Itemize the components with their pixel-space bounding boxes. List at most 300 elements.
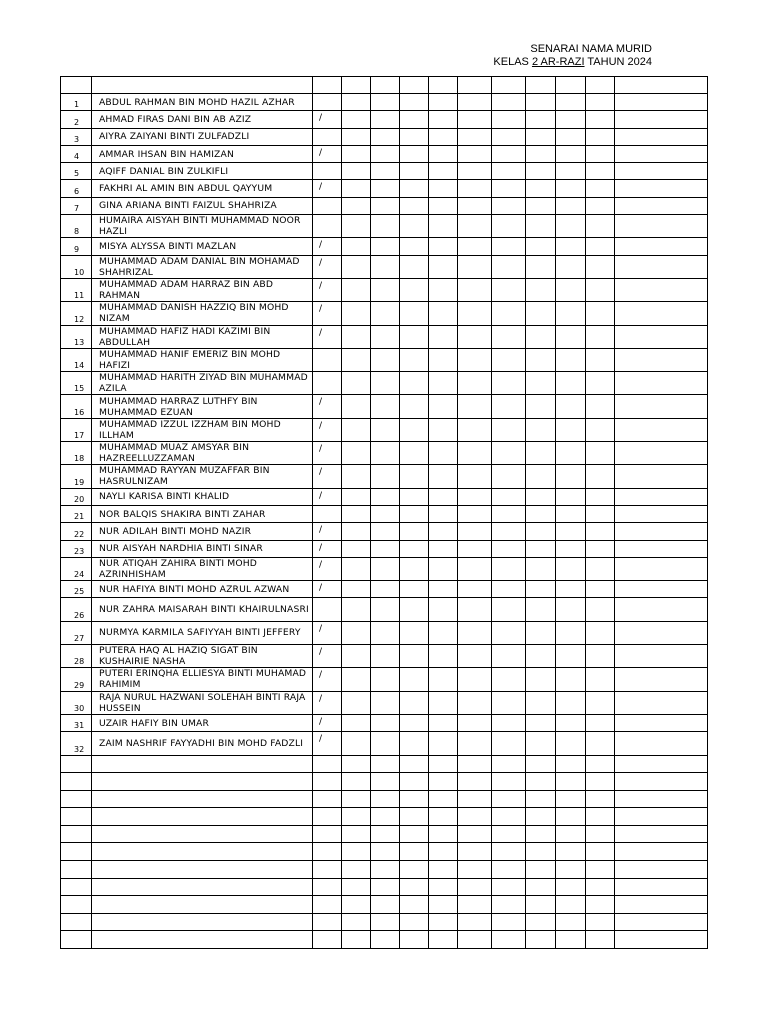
empty-cell <box>556 94 586 111</box>
student-name: NUR ZAHRA MAISARAH BINTI KHAIRULNASRI <box>92 598 313 621</box>
empty-cell <box>400 465 429 488</box>
empty-cell <box>342 621 371 644</box>
empty-cell <box>492 442 526 465</box>
empty-cell <box>458 790 492 808</box>
empty-cell <box>458 773 492 791</box>
empty-cell <box>429 111 458 128</box>
header-cell <box>458 77 492 94</box>
empty-cell <box>400 790 429 808</box>
empty-cell <box>458 94 492 111</box>
empty-cell <box>429 465 458 488</box>
empty-cell <box>526 621 556 644</box>
empty-cell <box>615 111 708 128</box>
empty-cell <box>61 931 92 949</box>
empty-cell <box>429 621 458 644</box>
empty-cell <box>492 621 526 644</box>
empty-cell <box>586 278 615 301</box>
table-row <box>61 418 708 441</box>
empty-cell <box>371 755 400 773</box>
row-number: 31 <box>61 714 92 731</box>
row-number: 26 <box>61 598 92 621</box>
empty-cell <box>400 348 429 371</box>
empty-cell <box>556 128 586 145</box>
empty-cell <box>586 645 615 668</box>
check-mark: / <box>313 691 342 714</box>
empty-cell <box>429 197 458 214</box>
check-mark: / <box>313 523 342 540</box>
empty-cell <box>556 145 586 162</box>
empty-cell <box>371 163 400 180</box>
empty-cell <box>492 128 526 145</box>
empty-cell <box>371 773 400 791</box>
empty-cell <box>458 732 492 755</box>
empty-cell <box>400 825 429 843</box>
check-mark <box>313 348 342 371</box>
empty-cell <box>586 773 615 791</box>
empty-cell <box>615 790 708 808</box>
empty-cell <box>458 931 492 949</box>
empty-cell <box>615 348 708 371</box>
row-number: 6 <box>61 180 92 197</box>
empty-cell <box>429 581 458 598</box>
empty-cell <box>492 691 526 714</box>
student-name: AHMAD FIRAS DANI BIN AB AZIZ <box>92 111 313 128</box>
empty-cell <box>586 325 615 348</box>
table-row <box>61 488 708 505</box>
empty-cell <box>492 180 526 197</box>
check-mark: / <box>313 395 342 418</box>
empty-cell <box>400 145 429 162</box>
empty-cell <box>586 255 615 278</box>
student-name: MUHAMMAD HANIF EMERIZ BIN MOHD HAFIZI <box>92 348 313 371</box>
empty-cell <box>556 197 586 214</box>
student-name: MISYA ALYSSA BINTI MAZLAN <box>92 238 313 255</box>
check-mark <box>313 372 342 395</box>
table-row <box>61 523 708 540</box>
empty-cell <box>556 825 586 843</box>
empty-cell <box>556 180 586 197</box>
empty-cell <box>458 163 492 180</box>
empty-cell <box>342 94 371 111</box>
empty-cell <box>586 442 615 465</box>
empty-cell <box>492 931 526 949</box>
empty-cell <box>429 523 458 540</box>
empty-cell <box>371 808 400 826</box>
empty-cell <box>342 581 371 598</box>
empty-cell <box>492 755 526 773</box>
empty-cell <box>313 861 342 879</box>
table-header-row <box>61 77 708 94</box>
empty-cell <box>371 128 400 145</box>
empty-cell <box>492 790 526 808</box>
empty-cell <box>458 755 492 773</box>
empty-cell <box>61 896 92 914</box>
empty-cell <box>400 325 429 348</box>
empty-cell <box>526 505 556 522</box>
empty-cell <box>615 878 708 896</box>
check-mark <box>313 598 342 621</box>
empty-cell <box>92 861 313 879</box>
header-cell <box>615 77 708 94</box>
empty-cell <box>458 861 492 879</box>
empty-cell <box>492 111 526 128</box>
empty-cell <box>615 581 708 598</box>
empty-cell <box>92 755 313 773</box>
table-row <box>61 645 708 668</box>
table-row <box>61 598 708 621</box>
empty-cell <box>400 668 429 691</box>
empty-cell <box>458 878 492 896</box>
empty-cell <box>342 790 371 808</box>
table-row <box>61 348 708 371</box>
empty-cell <box>61 861 92 879</box>
empty-cell <box>458 255 492 278</box>
empty-cell <box>371 843 400 861</box>
empty-cell <box>586 755 615 773</box>
empty-cell <box>458 691 492 714</box>
empty-cell <box>429 302 458 325</box>
student-name: NUR ATIQAH ZAHIRA BINTI MOHD AZRINHISHAM <box>92 557 313 580</box>
row-number: 9 <box>61 238 92 255</box>
empty-cell <box>429 325 458 348</box>
empty-cell <box>556 790 586 808</box>
table-row <box>61 668 708 691</box>
empty-cell <box>586 931 615 949</box>
empty-cell <box>526 145 556 162</box>
empty-cell <box>615 621 708 644</box>
empty-cell <box>526 418 556 441</box>
empty-cell <box>556 442 586 465</box>
empty-cell <box>61 843 92 861</box>
empty-cell <box>429 128 458 145</box>
empty-cell <box>556 488 586 505</box>
empty-cell <box>556 325 586 348</box>
empty-cell <box>458 145 492 162</box>
empty-cell <box>526 372 556 395</box>
empty-cell <box>556 913 586 931</box>
check-mark: / <box>313 325 342 348</box>
empty-cell <box>429 180 458 197</box>
student-name: NUR ADILAH BINTI MOHD NAZIR <box>92 523 313 540</box>
student-name: ABDUL RAHMAN BIN MOHD HAZIL AZHAR <box>92 94 313 111</box>
empty-cell <box>400 302 429 325</box>
empty-cell <box>615 442 708 465</box>
row-number: 15 <box>61 372 92 395</box>
empty-cell <box>458 325 492 348</box>
empty-cell <box>429 773 458 791</box>
blank-row <box>61 808 708 826</box>
empty-cell <box>556 691 586 714</box>
empty-cell <box>61 773 92 791</box>
empty-cell <box>429 163 458 180</box>
empty-cell <box>458 913 492 931</box>
check-mark: / <box>313 668 342 691</box>
empty-cell <box>615 255 708 278</box>
empty-cell <box>556 861 586 879</box>
student-name: HUMAIRA AISYAH BINTI MUHAMMAD NOOR HAZLI <box>92 215 313 238</box>
empty-cell <box>400 896 429 914</box>
empty-cell <box>371 180 400 197</box>
empty-cell <box>458 111 492 128</box>
empty-cell <box>342 348 371 371</box>
empty-cell <box>492 878 526 896</box>
empty-cell <box>615 540 708 557</box>
table-row <box>61 197 708 214</box>
row-number: 28 <box>61 645 92 668</box>
student-name: AQIFF DANIAL BIN ZULKIFLI <box>92 163 313 180</box>
year-text: TAHUN 2024 <box>587 56 652 68</box>
empty-cell <box>492 808 526 826</box>
empty-cell <box>526 302 556 325</box>
student-name: PUTERI ERINQHA ELLIESYA BINTI MUHAMAD RAHIMIM <box>92 668 313 691</box>
row-number: 11 <box>61 278 92 301</box>
empty-cell <box>342 255 371 278</box>
empty-cell <box>342 128 371 145</box>
empty-cell <box>400 94 429 111</box>
empty-cell <box>526 843 556 861</box>
empty-cell <box>342 238 371 255</box>
empty-cell <box>371 302 400 325</box>
empty-cell <box>615 325 708 348</box>
check-mark: / <box>313 111 342 128</box>
blank-row <box>61 773 708 791</box>
empty-cell <box>313 755 342 773</box>
empty-cell <box>492 523 526 540</box>
empty-cell <box>458 180 492 197</box>
empty-cell <box>458 668 492 691</box>
empty-cell <box>615 505 708 522</box>
student-name: NURMYA KARMILA SAFIYYAH BINTI JEFFERY <box>92 621 313 644</box>
check-mark <box>313 197 342 214</box>
empty-cell <box>556 878 586 896</box>
row-number: 12 <box>61 302 92 325</box>
empty-cell <box>400 197 429 214</box>
header-cell <box>492 77 526 94</box>
empty-cell <box>371 325 400 348</box>
empty-cell <box>371 348 400 371</box>
empty-cell <box>400 732 429 755</box>
empty-cell <box>458 128 492 145</box>
empty-cell <box>556 843 586 861</box>
empty-cell <box>429 215 458 238</box>
empty-cell <box>92 808 313 826</box>
empty-cell <box>492 714 526 731</box>
empty-cell <box>342 302 371 325</box>
empty-cell <box>342 645 371 668</box>
empty-cell <box>342 197 371 214</box>
empty-cell <box>371 215 400 238</box>
empty-cell <box>492 395 526 418</box>
empty-cell <box>458 581 492 598</box>
row-number: 4 <box>61 145 92 162</box>
empty-cell <box>586 111 615 128</box>
empty-cell <box>492 913 526 931</box>
student-name: MUHAMMAD DANISH HAZZIQ BIN MOHD NIZAM <box>92 302 313 325</box>
header-cell <box>526 77 556 94</box>
empty-cell <box>526 197 556 214</box>
empty-cell <box>313 931 342 949</box>
empty-cell <box>556 255 586 278</box>
empty-cell <box>429 540 458 557</box>
empty-cell <box>313 808 342 826</box>
empty-cell <box>492 843 526 861</box>
empty-cell <box>400 238 429 255</box>
empty-cell <box>458 714 492 731</box>
empty-cell <box>342 145 371 162</box>
empty-cell <box>492 598 526 621</box>
empty-cell <box>458 557 492 580</box>
empty-cell <box>492 418 526 441</box>
empty-cell <box>458 488 492 505</box>
empty-cell <box>92 913 313 931</box>
empty-cell <box>615 523 708 540</box>
empty-cell <box>342 931 371 949</box>
empty-cell <box>615 395 708 418</box>
row-number: 2 <box>61 111 92 128</box>
empty-cell <box>526 348 556 371</box>
table-row <box>61 442 708 465</box>
blank-row <box>61 878 708 896</box>
check-mark: / <box>313 488 342 505</box>
empty-cell <box>429 145 458 162</box>
table-row <box>61 215 708 238</box>
empty-cell <box>526 598 556 621</box>
empty-cell <box>615 372 708 395</box>
empty-cell <box>526 691 556 714</box>
check-mark: / <box>313 645 342 668</box>
empty-cell <box>492 197 526 214</box>
empty-cell <box>400 215 429 238</box>
empty-cell <box>615 861 708 879</box>
empty-cell <box>526 325 556 348</box>
check-mark: / <box>313 732 342 755</box>
row-number: 20 <box>61 488 92 505</box>
empty-cell <box>458 418 492 441</box>
empty-cell <box>400 843 429 861</box>
empty-cell <box>586 896 615 914</box>
empty-cell <box>371 931 400 949</box>
empty-cell <box>429 372 458 395</box>
table-row <box>61 691 708 714</box>
check-mark: / <box>313 714 342 731</box>
empty-cell <box>492 773 526 791</box>
empty-cell <box>492 325 526 348</box>
empty-cell <box>342 418 371 441</box>
blank-row <box>61 896 708 914</box>
student-name: NUR HAFIYA BINTI MOHD AZRUL AZWAN <box>92 581 313 598</box>
empty-cell <box>586 808 615 826</box>
empty-cell <box>61 808 92 826</box>
row-number: 18 <box>61 442 92 465</box>
check-mark <box>313 128 342 145</box>
empty-cell <box>429 395 458 418</box>
empty-cell <box>429 843 458 861</box>
empty-cell <box>92 773 313 791</box>
empty-cell <box>615 714 708 731</box>
empty-cell <box>586 94 615 111</box>
empty-cell <box>556 581 586 598</box>
empty-cell <box>342 372 371 395</box>
empty-cell <box>526 790 556 808</box>
header-cell <box>400 77 429 94</box>
empty-cell <box>615 302 708 325</box>
table-row <box>61 505 708 522</box>
empty-cell <box>342 896 371 914</box>
empty-cell <box>492 645 526 668</box>
class-prefix: KELAS <box>493 56 529 68</box>
empty-cell <box>586 145 615 162</box>
empty-cell <box>400 581 429 598</box>
empty-cell <box>400 372 429 395</box>
table-row <box>61 145 708 162</box>
empty-cell <box>342 825 371 843</box>
empty-cell <box>458 197 492 214</box>
table-row <box>61 395 708 418</box>
table-row <box>61 255 708 278</box>
empty-cell <box>492 94 526 111</box>
empty-cell <box>400 645 429 668</box>
empty-cell <box>556 773 586 791</box>
table-row <box>61 325 708 348</box>
check-mark: / <box>313 581 342 598</box>
empty-cell <box>400 163 429 180</box>
empty-cell <box>556 598 586 621</box>
empty-cell <box>342 395 371 418</box>
empty-cell <box>492 348 526 371</box>
empty-cell <box>458 621 492 644</box>
empty-cell <box>400 913 429 931</box>
empty-cell <box>526 523 556 540</box>
empty-cell <box>371 557 400 580</box>
empty-cell <box>429 861 458 879</box>
empty-cell <box>526 773 556 791</box>
student-name: MUHAMMAD IZZUL IZZHAM BIN MOHD ILLHAM <box>92 418 313 441</box>
empty-cell <box>615 825 708 843</box>
empty-cell <box>526 714 556 731</box>
empty-cell <box>526 238 556 255</box>
empty-cell <box>371 278 400 301</box>
empty-cell <box>371 523 400 540</box>
empty-cell <box>342 755 371 773</box>
empty-cell <box>429 931 458 949</box>
empty-cell <box>400 505 429 522</box>
student-name: AMMAR IHSAN BIN HAMIZAN <box>92 145 313 162</box>
blank-row <box>61 755 708 773</box>
empty-cell <box>586 861 615 879</box>
empty-cell <box>586 878 615 896</box>
header-cell <box>342 77 371 94</box>
row-number: 30 <box>61 691 92 714</box>
empty-cell <box>429 505 458 522</box>
empty-cell <box>429 732 458 755</box>
check-mark: / <box>313 302 342 325</box>
blank-row <box>61 931 708 949</box>
empty-cell <box>586 598 615 621</box>
student-name: MUHAMMAD HARRAZ LUTHFY BIN MUHAMMAD EZUAN <box>92 395 313 418</box>
student-name: MUHAMMAD HAFIZ HADI KAZIMI BIN ABDULLAH <box>92 325 313 348</box>
empty-cell <box>371 395 400 418</box>
empty-cell <box>586 348 615 371</box>
empty-cell <box>556 238 586 255</box>
table-row <box>61 128 708 145</box>
empty-cell <box>371 488 400 505</box>
empty-cell <box>313 790 342 808</box>
empty-cell <box>342 878 371 896</box>
empty-cell <box>371 111 400 128</box>
empty-cell <box>526 557 556 580</box>
empty-cell <box>371 732 400 755</box>
empty-cell <box>556 896 586 914</box>
